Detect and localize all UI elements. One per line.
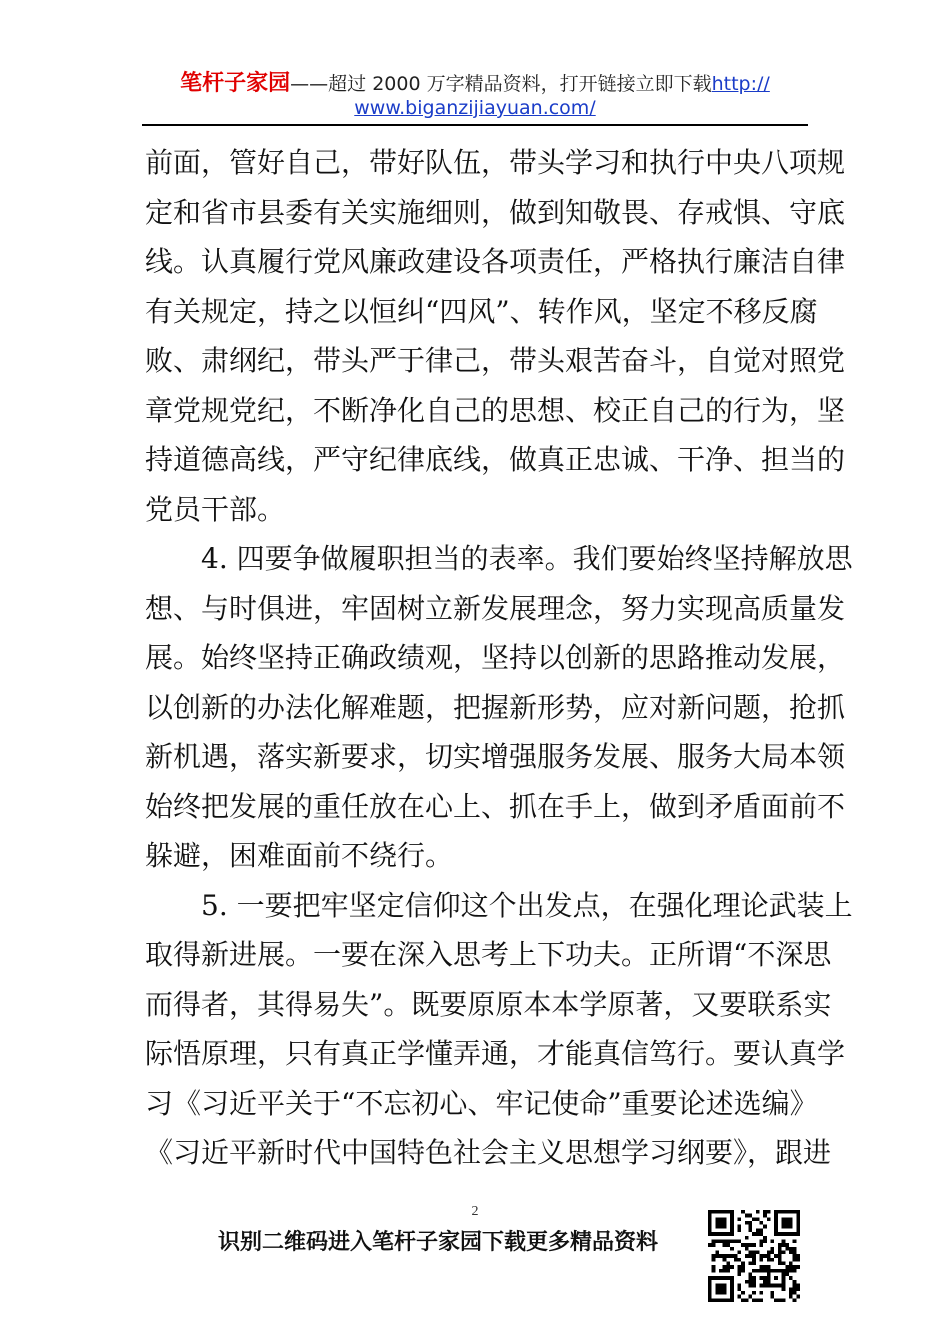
text-line: 党员干部。	[145, 492, 286, 526]
text-line: 躲避，困难面前不绕行。	[145, 839, 454, 872]
text-line: 取得新进展。一要在深入思考上下功夫。正所谓“不深思	[145, 938, 832, 971]
text-line: 际悟原理，只有真正学懂弄通，才能真信笃行。要认真学	[145, 1037, 846, 1070]
text-line: 始终把发展的重任放在心上、抓在手上，做到矛盾面前不	[145, 789, 846, 823]
text-line: 展。始终坚持正确政绩观，坚持以创新的思路推动发展，	[145, 641, 846, 674]
text-line: 线。认真履行党风廉政建设各项责任，严格执行廉洁自律	[145, 245, 846, 278]
footer-text: 识别二维码进入笔杆子家园下载更多精品资料	[218, 1230, 659, 1255]
text-line: 新机遇，落实新要求，切实增强服务发展、服务大局本领	[145, 740, 846, 773]
text-line: 章党规党纪，不断净化自己的思想、校正自己的行为，坚	[145, 393, 846, 427]
text-line: 习《习近平关于“不忘初心、牢记使命”重要论述选编》	[145, 1086, 818, 1120]
qr-code-icon[interactable]	[708, 1210, 800, 1302]
body-text	[145, 138, 853, 1178]
text-line: 想、与时俱进，牢固树立新发展理念，努力实现高质量发	[145, 591, 846, 625]
page-header	[140, 72, 810, 120]
text-line: 5. 一要把牢坚定信仰这个出发点，在强化理论武装上	[201, 888, 853, 922]
text-line: 持道德高线，严守纪律底线，做真正忠诚、干净、担当的	[145, 443, 846, 476]
header-divider	[142, 124, 808, 126]
text-line: 以创新的办法化解难题，把握新形势，应对新问题，抢抓	[145, 690, 846, 724]
text-line: 前面，管好自己，带好队伍，带头学习和执行中央八项规	[145, 146, 846, 179]
brand-name: 笔杆子家园	[180, 71, 291, 96]
text-line: 有关规定，持之以恒纠“四风”、转作风，坚定不移反腐	[145, 294, 818, 328]
text-line: 《习近平新时代中国特色社会主义思想学习纲要》，跟进	[145, 1136, 832, 1169]
text-line: 4. 四要争做履职担当的表率。我们要始终坚持解放思	[201, 542, 853, 575]
page-number: 2	[471, 1204, 479, 1219]
download-link[interactable]: http://	[711, 73, 770, 95]
header-tagline: ——超过 2000 万字精品资料，打开链接立即下载	[290, 73, 712, 95]
download-link-url[interactable]: www.biganzijiayuan.com/	[354, 97, 596, 119]
text-line: 而得者，其得易失”。既要原原本本学原著，又要联系实	[145, 987, 832, 1021]
text-line: 败、肃纲纪，带头严于律己，带头艰苦奋斗，自觉对照党	[145, 344, 846, 377]
text-line: 定和省市县委有关实施细则，做到知敬畏、存戒惧、守底	[145, 195, 846, 229]
